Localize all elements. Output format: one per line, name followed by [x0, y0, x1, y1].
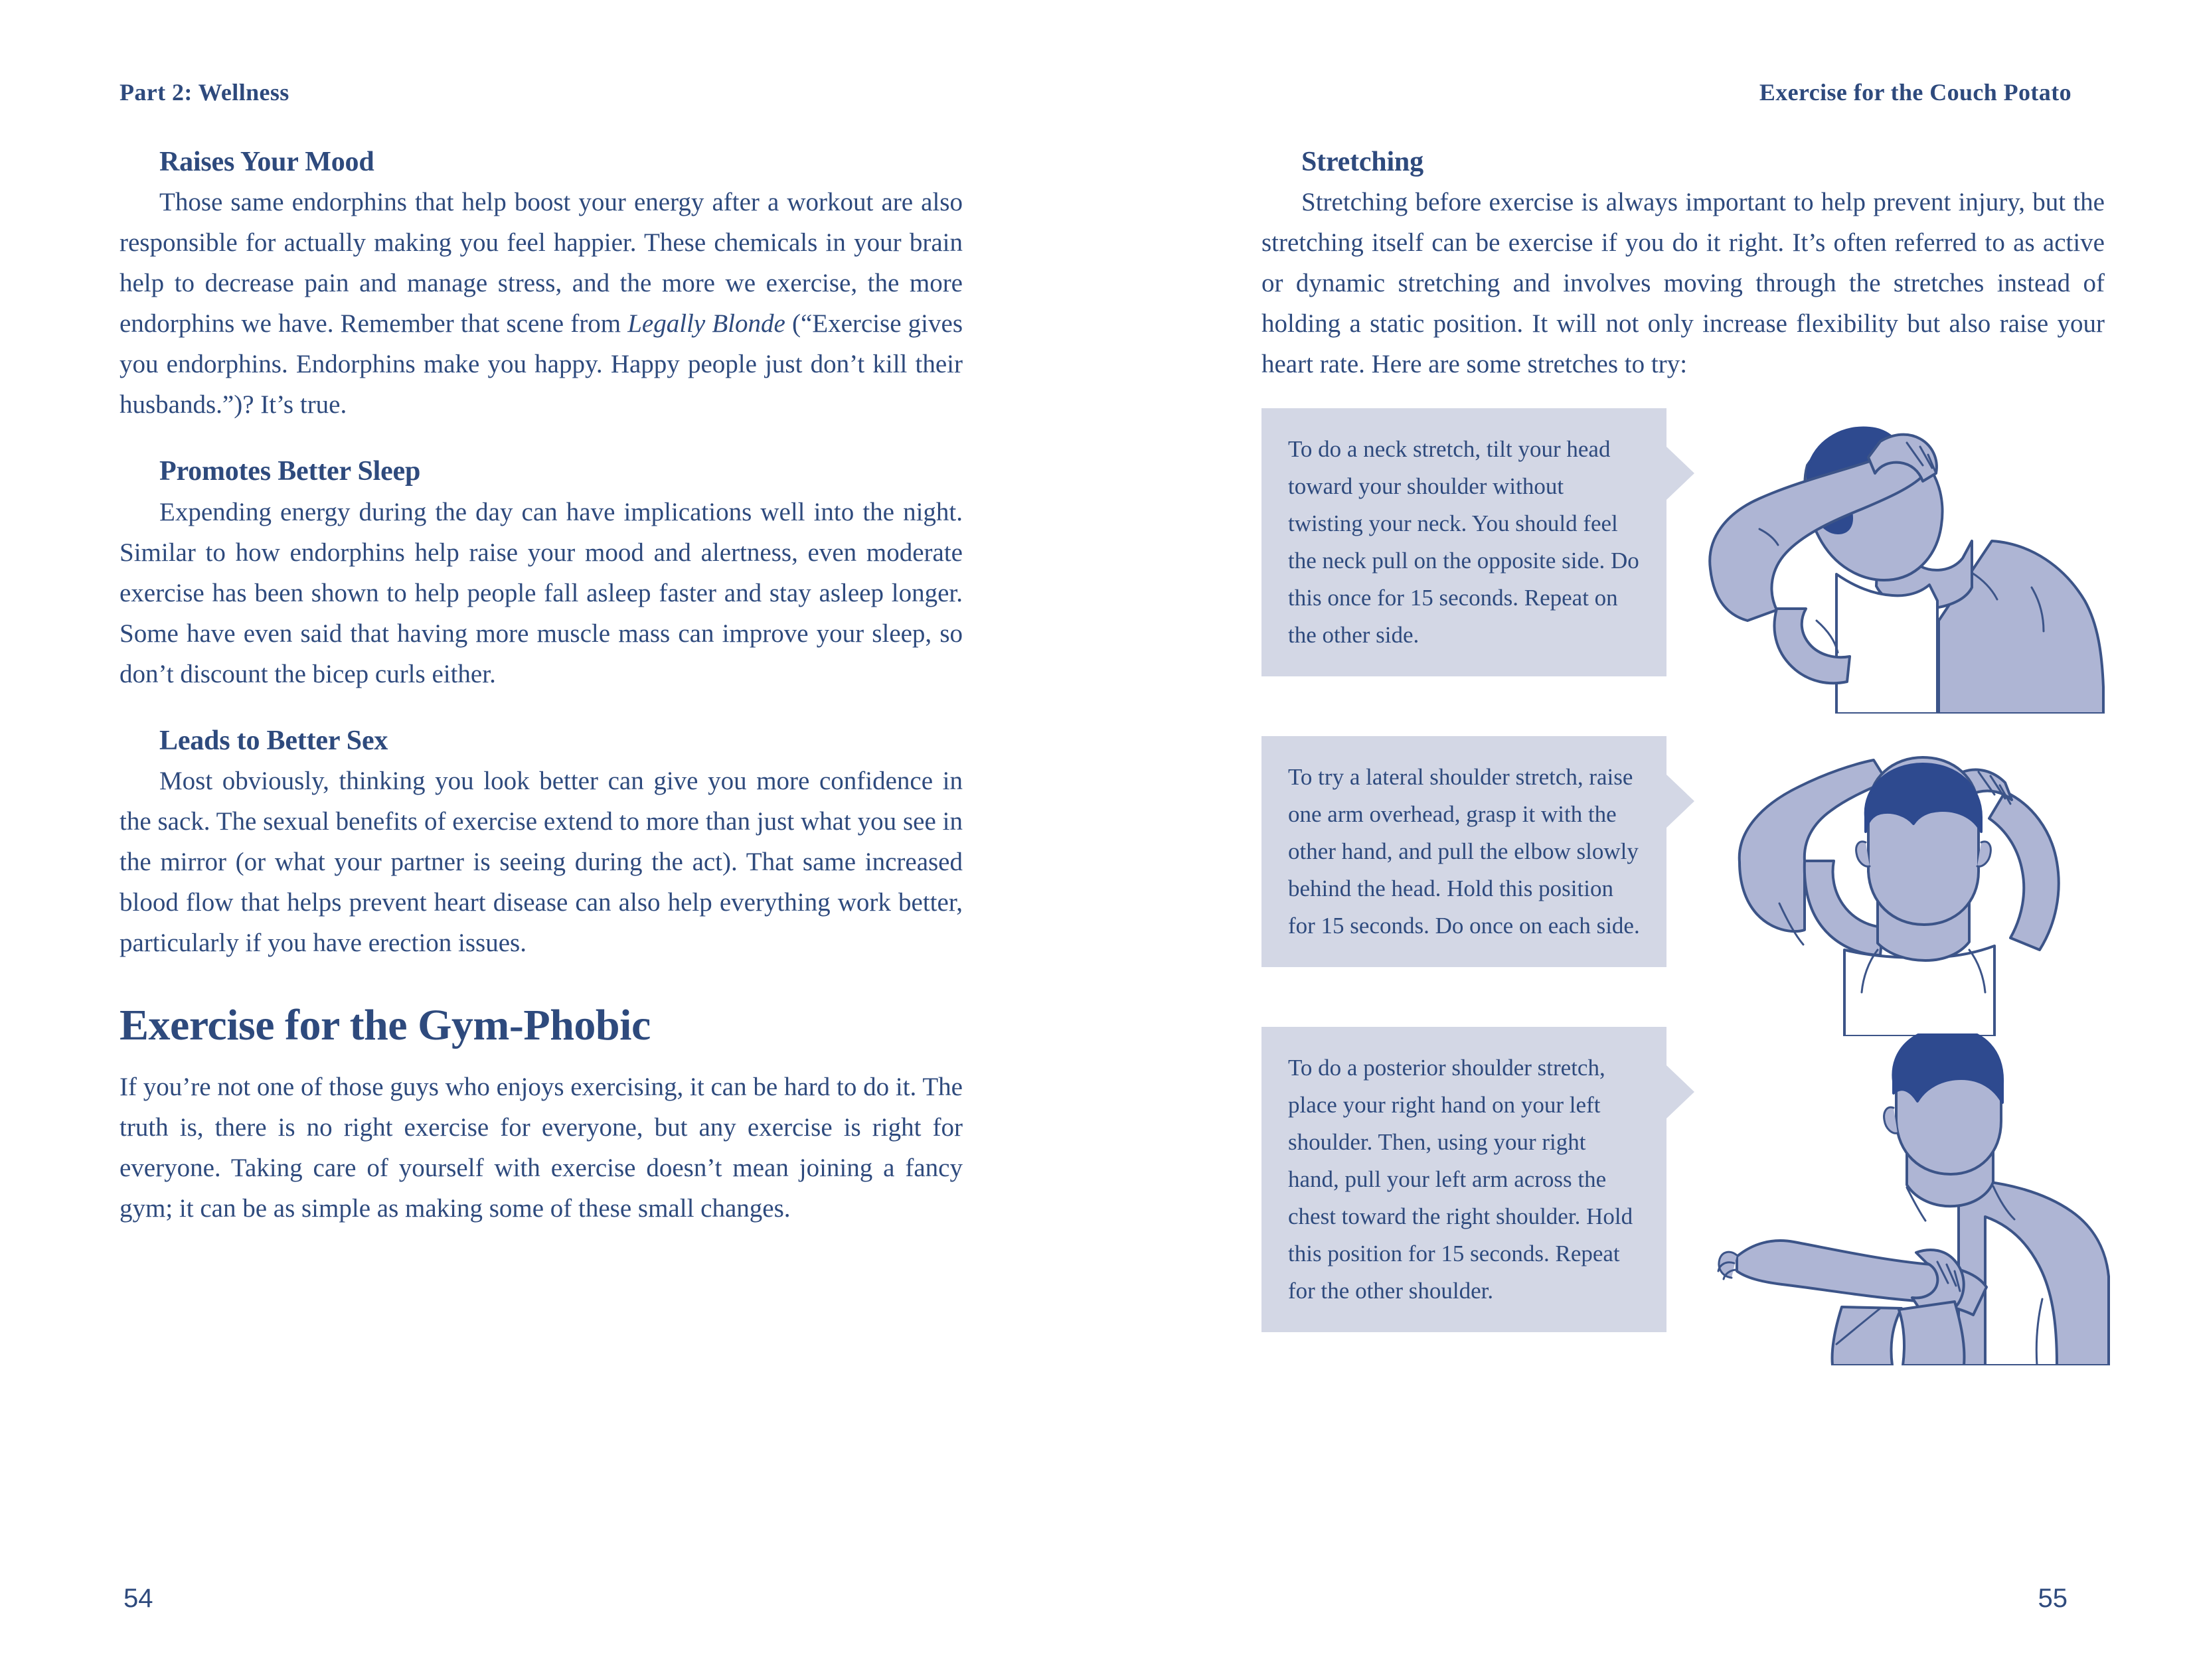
section-title-exercise-for-the-gym-phobic: Exercise for the Gym-Phobic — [120, 1000, 651, 1049]
neck-stretch-illustration — [1660, 402, 2105, 714]
page-number-left: 54 — [123, 1584, 153, 1613]
lateral-shoulder-stretch-illustration — [1700, 731, 2098, 1036]
paragraph-gym-phobic-intro: If you’re not one of those guys who enjoys exercising, it can be hard to do it. The truth is, there is no right exercise for everyone, but any exercise is right for everyone. Taking care of yourself with exercise doesn’t mean joining a fancy gym; it can be as simple as making some of these small changes. — [120, 1073, 963, 1223]
running-head-right: Exercise for the Couch Potato — [1759, 79, 2071, 106]
right-page-column — [1261, 146, 2105, 1332]
callout-row-neck-stretch — [1261, 408, 2105, 676]
paragraph-spacer — [120, 694, 963, 725]
posterior-shoulder-stretch-illustration — [1673, 1033, 2111, 1365]
running-head-left: Part 2: Wellness — [120, 79, 289, 106]
page-number-right: 55 — [2038, 1584, 2068, 1613]
paragraph-promotes-better-sleep: Expending energy during the day can have implications well into the night. Similar to how endorphins help raise your mood and alertness, even moderate exercise has been shown to help people fall asleep faster and stay asleep longer. Some have even said that having more muscle mass can improve your sleep, so don’t discount the bicep curls either. — [120, 497, 963, 688]
paragraph-text-part2: (“Exercise gives you endorphins. Endorphins make you happy. Happy people just don’t kill their husbands.”)? It’s true. — [120, 309, 963, 420]
movie-title-italic: Legally Blonde — [627, 309, 785, 339]
paragraph-text-part1: Those same endorphins that help boost your energy after a workout are also responsible for actually making you feel happier. These chemicals in your brain help to decrease pain and manage stress, and the more we exercise, the more endorphins we have. Remember that scene from — [120, 188, 963, 339]
callout-row-posterior-shoulder-stretch — [1261, 1027, 2105, 1332]
callout-pointer-icon — [1666, 775, 1694, 828]
subhead-promotes-better-sleep: Promotes Better Sleep — [159, 456, 421, 487]
left-page-column — [120, 146, 963, 1229]
callout-text-neck-stretch: To do a neck stretch, tilt your head toward your shoulder without twisting your neck. You should feel the neck pull on the opposite side. Do this once for 15 seconds. Repeat on the other side. — [1288, 436, 1639, 649]
callout-box-neck-stretch — [1261, 408, 1666, 676]
callout-text-posterior-shoulder-stretch: To do a posterior shoulder stretch, place your right hand on your left shoulder. Then, using your right hand, pull your left arm across the chest toward the right shoulder. Hold this position for 15 seconds. Repeat for the other shoulder. — [1288, 1055, 1633, 1304]
callout-row-lateral-shoulder-stretch — [1261, 736, 2105, 967]
title-spacer — [120, 1049, 963, 1067]
paragraph-spacer — [120, 425, 963, 455]
callout-box-posterior-shoulder-stretch — [1261, 1027, 1666, 1332]
callout-text-lateral-shoulder-stretch: To try a lateral shoulder stretch, raise one arm overhead, grasp it with the other hand, and pull the elbow slowly behind the head. Hold this position for 15 seconds. Do once on each side. — [1288, 764, 1640, 939]
paragraph-stretching-intro: Stretching before exercise is always important to help prevent injury, but the stretching itself can be exercise if you do it right. It’s often referred to as active or dynamic stretching and involves moving through the stretches instead of holding a static position. It will not only increase flexibility but also raise your heart rate. Here are some stretches to try: — [1261, 188, 2105, 379]
section-spacer — [120, 963, 963, 1002]
subhead-leads-to-better-sex: Leads to Better Sex — [159, 725, 388, 756]
subhead-raises-your-mood: Raises Your Mood — [159, 147, 374, 177]
paragraph-leads-to-better-sex: Most obviously, thinking you look better can give you more confidence in the sack. The sexual benefits of exercise extend to more than just what you see in the mirror (or what your partner is seeing during the act). That same increased blood flow that helps prevent heart disease can also help everything work better, particularly if you have erection issues. — [120, 766, 963, 957]
subhead-stretching: Stretching — [1301, 147, 1423, 177]
callout-box-lateral-shoulder-stretch — [1261, 736, 1666, 967]
paragraph-raises-your-mood — [120, 182, 963, 425]
